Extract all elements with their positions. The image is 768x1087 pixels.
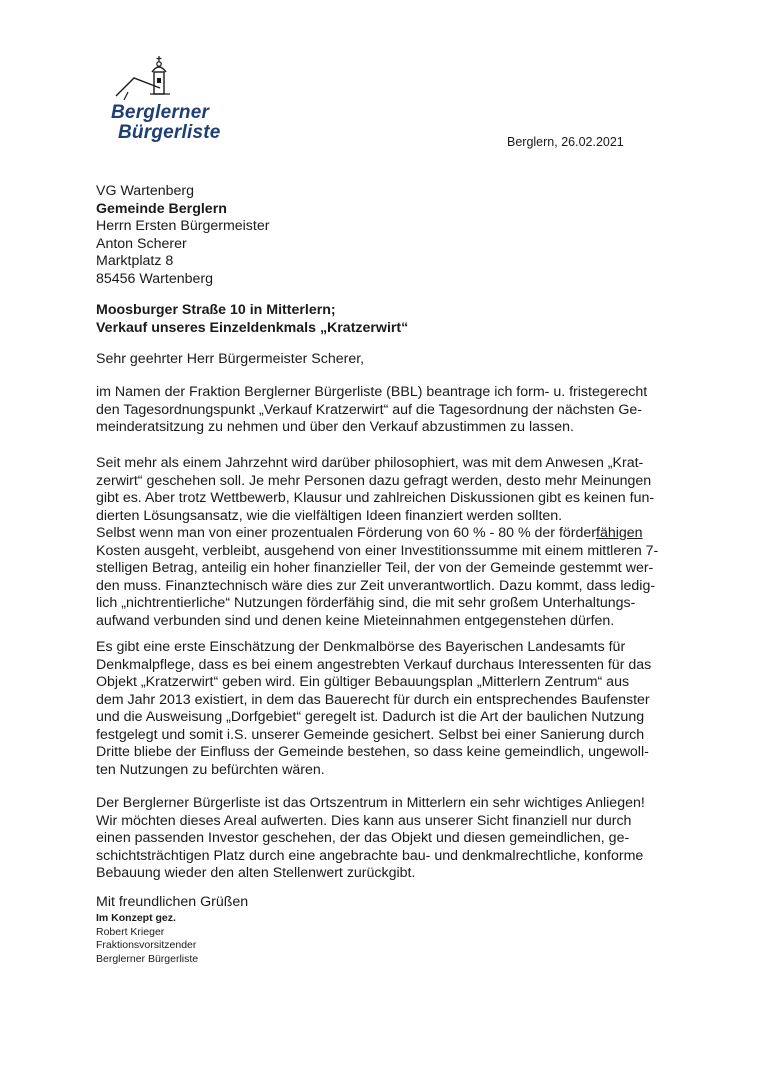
paragraph-line: Dritte bliebe der Einfluss der Gemeinde bestehen, so dass keine gemeindlich, ungewoll- <box>96 744 649 760</box>
signature-block <box>96 912 198 966</box>
address-line: 85456 Wartenberg <box>96 270 213 287</box>
closing: Mit freundlichen Grüßen <box>96 894 249 910</box>
logo-text-line2: Bürgerliste <box>118 122 221 143</box>
underlined-word: fähigen <box>596 525 643 541</box>
paragraph-line: im Namen der Fraktion Berglerner Bürgerliste (BBL) beantrage ich form- u. fristegerecht <box>96 384 648 400</box>
paragraph-line: und die Ausweisung „Dorfgebiet“ geregelt ist. Dadurch ist die Art der baulichen Nutzung <box>96 709 645 725</box>
paragraph-line: stelligen Betrag, anteilig ein hoher finanzieller Teil, der von der Gemeinde gestemmt wer- <box>96 560 654 576</box>
paragraph-line: Der Berglerner Bürgerliste ist das Ortszentrum in Mitterlern ein sehr wichtiges Anliegen! <box>96 795 645 811</box>
paragraph-line: Objekt „Kratzerwirt“ geben wird. Ein gültiger Bebauungsplan „Mitterlern Zentrum“ aus <box>96 674 630 690</box>
logo-text-line1: Berglerner <box>111 102 210 123</box>
signature-line: Fraktionsvorsitzender <box>96 939 197 951</box>
signature-line: Berglerner Bürgerliste <box>96 952 199 965</box>
paragraph-line: Wir möchten dieses Areal aufwerten. Dies kann aus unserer Sicht finanziell nur durch <box>96 812 632 829</box>
paragraph-line: lich „nichtrentierliche“ Nutzungen förderfähig sind, die mit sehr großem Unterhaltungs- <box>96 595 636 611</box>
salutation: Sehr geehrter Herr Bürgermeister Scherer, <box>96 351 365 367</box>
paragraph-3 <box>96 639 681 779</box>
paragraph-line: zerwirt“ geschehen soll. Je mehr Personen dazu gefragt werden, desto mehr Meinungen <box>96 472 652 489</box>
paragraph-line <box>96 525 681 543</box>
address-line: VG Wartenberg <box>96 183 195 199</box>
paragraph-line: den Tagesordnungspunkt „Verkauf Kratzerwirt“ auf die Tagesordnung der nächsten Ge- <box>96 401 643 418</box>
address-line: Herrn Ersten Bürgermeister <box>96 218 270 234</box>
paragraph-line: Denkmalpflege, dass es bei einem angestrebten Verkauf durchaus Interessenten für das <box>96 656 652 673</box>
signature-line: Robert Krieger <box>96 925 165 938</box>
paragraph-line: dierten Lösungsansatz, wie die vielfältigen Ideen finanziert werden sollten. <box>96 507 563 524</box>
paragraph-line: einen passenden Investor geschehen, der das Objekt und diesen gemeindlichen, ge- <box>96 830 630 846</box>
paragraph-2 <box>96 455 681 630</box>
address-line: Marktplatz 8 <box>96 253 174 269</box>
paragraph-line: Seit mehr als einem Jahrzehnt wird darüber philosophiert, was mit dem Anwesen „Krat- <box>96 455 644 471</box>
paragraph-line: Kosten ausgeht, verbleibt, ausgehend von einer Investitionssumme mit einem mittleren 7- <box>96 542 659 559</box>
paragraph-line: ten Nutzungen zu befürchten wären. <box>96 761 325 778</box>
church-roof-icon <box>114 56 184 102</box>
paragraph-line: gibt es. Aber trotz Wettbewerb, Klausur und zahlreichen Diskussionen gibt es keinen fun- <box>96 490 655 506</box>
subject <box>96 302 408 337</box>
signature-line: Im Konzept gez. <box>96 912 176 924</box>
logo <box>108 56 248 142</box>
paragraph-1 <box>96 384 681 437</box>
paragraph-line: aufwand verbunden sind und denen keine Mieteinnahmen entgegenstehen dürfen. <box>96 612 615 629</box>
paragraph-line: dem Jahr 2013 existiert, in dem das Bauerecht für durch ein entsprechendes Baufenster <box>96 691 650 708</box>
subject-line: Verkauf unseres Einzeldenkmals „Kratzerwirt“ <box>96 319 409 336</box>
paragraph-line: Bebauung wieder den alten Stellenwert zurückgibt. <box>96 865 416 881</box>
paragraph-line: meinderatsitzung zu nehmen und über den Verkauf abzustimmen zu lassen. <box>96 419 574 435</box>
letter-date: Berglern, 26.02.2021 <box>507 135 624 149</box>
address-line: Gemeinde Berglern <box>96 200 227 217</box>
paragraph-line: schichtsträchtigen Platz durch eine angebrachte bau- und denkmalrechtliche, konforme <box>96 847 644 864</box>
paragraph-line: festgelegt und somit i.S. unserer Gemeinde gesichert. Selbst bei einer Sanierung durch <box>96 726 645 743</box>
address-line: Anton Scherer <box>96 235 187 252</box>
subject-line: Moosburger Straße 10 in Mitterlern; <box>96 302 336 318</box>
paragraph-line: den muss. Finanztechnisch wäre dies zur Zeit unverantwortlich. Dazu kommt, dass ledig- <box>96 577 656 594</box>
paragraph-line-text: Selbst wenn man von einer prozentualen Förderung von 60 % - 80 % der förder <box>96 525 597 541</box>
paragraph-4 <box>96 795 681 883</box>
paragraph-line: Es gibt eine erste Einschätzung der Denkmalbörse des Bayerischen Landesamts für <box>96 639 626 655</box>
recipient-address <box>96 183 269 288</box>
